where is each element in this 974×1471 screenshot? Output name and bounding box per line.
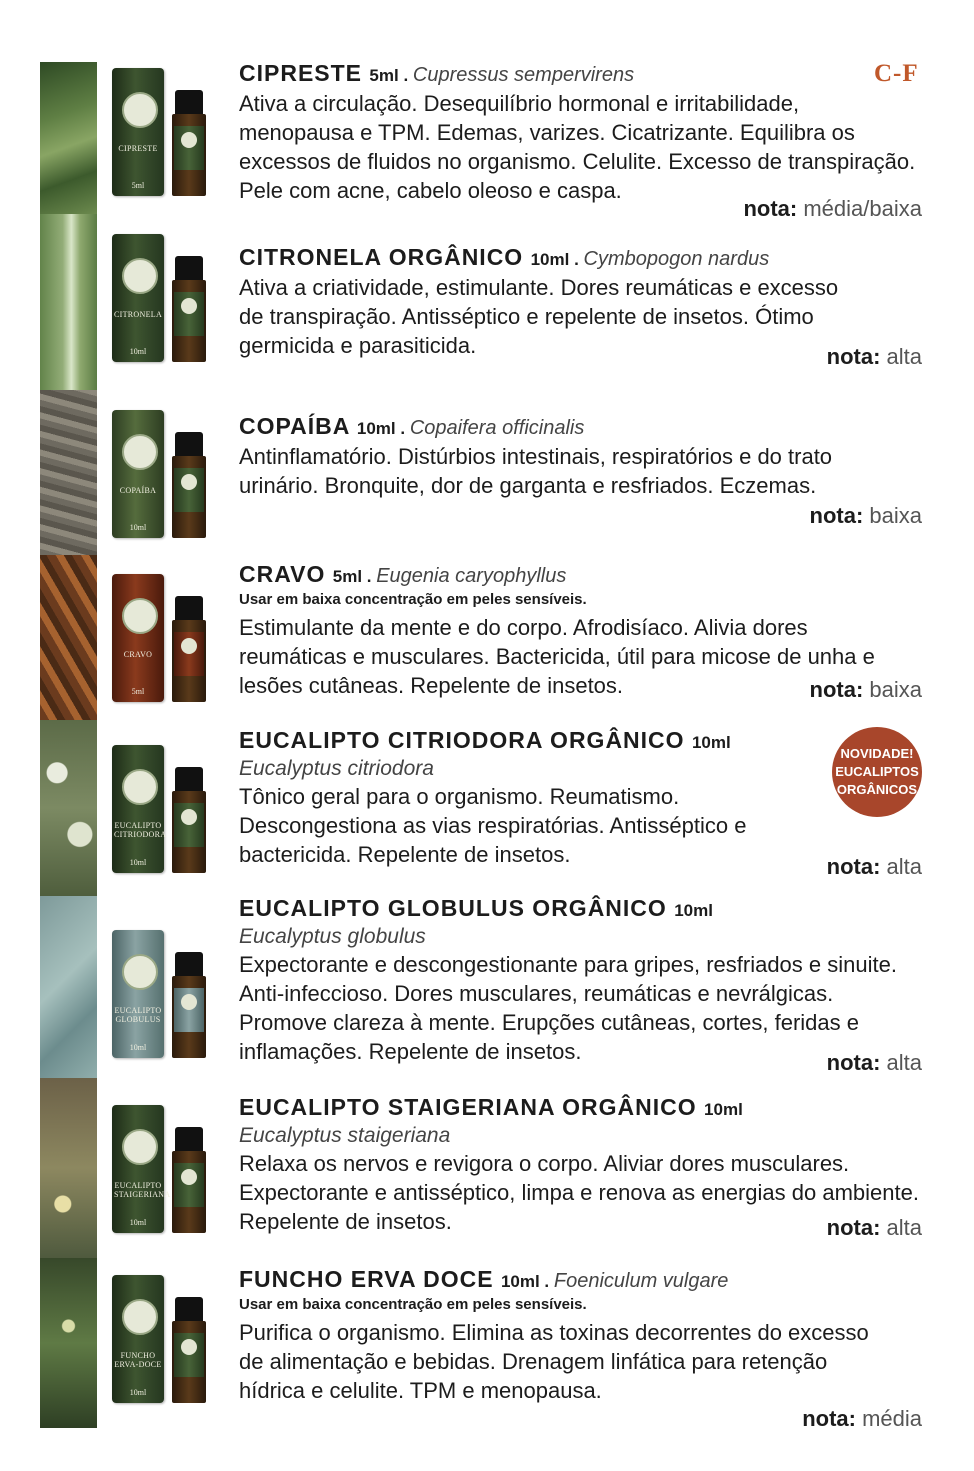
oil-entry-eucalipto-globulus xyxy=(239,895,939,1066)
brand-seal-icon xyxy=(122,92,158,128)
cravo-photo xyxy=(40,555,97,720)
oil-scientific-name: Eucalyptus staigeriana xyxy=(239,1124,451,1147)
oil-nota: nota: baixa xyxy=(809,677,922,702)
page-section-tag: C-F xyxy=(874,60,919,87)
oil-nota: nota: baixa xyxy=(809,503,922,528)
oil-nota: nota: alta xyxy=(826,1050,922,1075)
oil-nota: nota: média xyxy=(802,1406,922,1431)
oil-description: Purifica o organismo. Elimina as toxinas decorrentes do excesso de alimentação e bebidas. Drenagem linfática para retenção hídrica e celulite. TPM e menopausa. xyxy=(239,1320,869,1403)
oil-title: CITRONELA ORGÂNICO 10ml . Cymbopogon nardus xyxy=(239,244,770,270)
oil-description: Antinflamatório. Distúrbios intestinais, respiratórios e do trato urinário. Bronquite, dor de garganta e resfriados. Eczemas. xyxy=(239,444,833,498)
oil-title: EUCALIPTO STAIGERIANA ORGÂNICO 10ml xyxy=(239,1094,743,1120)
oil-entry-funcho xyxy=(239,1266,939,1405)
sensitivity-warning: Usar em baixa concentração em peles sensíveis. xyxy=(239,591,587,608)
brand-seal-icon xyxy=(122,598,158,634)
eucalipto-globulus-photo xyxy=(40,896,97,1078)
oil-entry-eucalipto-citriodora xyxy=(239,727,939,869)
oil-entry-citronela xyxy=(239,244,939,360)
eucalipto-citriodora-photo xyxy=(40,720,97,896)
oil-title: CIPRESTE 5ml . Cupressus sempervirens xyxy=(239,60,635,86)
oil-entry-copaiba xyxy=(239,413,939,500)
citronela-photo xyxy=(40,214,97,390)
novidade-badge: NOVIDADE! EUCALIPTOS ORGÂNICOS xyxy=(832,727,922,817)
brand-seal-icon xyxy=(122,434,158,470)
oil-entry-cipreste xyxy=(239,60,939,205)
product-image: FUNCHO ERVA-DOCE 10ml xyxy=(112,1275,212,1405)
eucalipto-staigeriana-photo xyxy=(40,1078,97,1258)
oil-title: COPAÍBA 10ml . Copaifera officinalis xyxy=(239,413,585,439)
product-image: EUCALIPTO CITRIODORA 10ml xyxy=(112,745,212,875)
product-image: CIPRESTE 5ml xyxy=(112,68,212,198)
sensitivity-warning: Usar em baixa concentração em peles sensíveis. xyxy=(239,1296,587,1313)
oil-description: Relaxa os nervos e revigora o corpo. Aliviar dores musculares. Expectorante e antisséptico, limpa e renova as energias do ambiente. Repelente de insetos. xyxy=(239,1151,919,1234)
cipreste-photo xyxy=(40,62,97,214)
oil-nota: nota: alta xyxy=(826,344,922,369)
copaiba-photo xyxy=(40,390,97,555)
oil-nota: nota: média/baixa xyxy=(743,196,922,221)
oil-nota: nota: alta xyxy=(826,1215,922,1240)
brand-seal-icon xyxy=(122,769,158,805)
brand-seal-icon xyxy=(122,1299,158,1335)
oil-description: Tônico geral para o organismo. Reumatismo. Descongestiona as vias respiratórias. Antisséptico e bactericida. Repelente de insetos. xyxy=(239,784,747,867)
brand-seal-icon xyxy=(122,258,158,294)
funcho-photo xyxy=(40,1258,97,1428)
oil-title: CRAVO 5ml . Eugenia caryophyllus xyxy=(239,561,567,587)
brand-seal-icon xyxy=(122,1129,158,1165)
oil-description: Ativa a circulação. Desequilíbrio hormonal e irritabilidade, menopausa e TPM. Edemas, varizes. Cicatrizante. Equilibra os excessos de fluidos no organismo. Celulite. Excesso de transpiração. Pele com acne, cabelo oleoso e caspa. xyxy=(239,91,916,203)
brand-seal-icon xyxy=(122,954,158,990)
oil-title: FUNCHO ERVA DOCE 10ml . Foeniculum vulgare xyxy=(239,1266,729,1292)
product-image: EUCALIPTO GLOBULUS 10ml xyxy=(112,930,212,1060)
oil-scientific-name: Eucalyptus globulus xyxy=(239,925,426,948)
product-image: EUCALIPTO STAIGERIANA 10ml xyxy=(112,1105,212,1235)
oil-description: Estimulante da mente e do corpo. Afrodisíaco. Alivia dores reumáticas e musculares. Bactericida, útil para micose de unha e lesões cutâneas. Repelente de insetos. xyxy=(239,615,875,698)
oil-title: EUCALIPTO CITRIODORA ORGÂNICO 10ml xyxy=(239,727,731,753)
product-image: CITRONELA 10ml xyxy=(112,234,212,364)
oil-description: Ativa a criatividade, estimulante. Dores reumáticas e excesso de transpiração. Antisséptico e repelente de insetos. Ótimo germicida e parasiticida. xyxy=(239,275,839,358)
oil-description: Expectorante e descongestionante para gripes, resfriados e sinuite. Anti-infeccioso. Dores musculares, reumáticas e nevrálgicas. Promove clareza à mente. Erupções cutâneas, cortes, feridas e inflamações. Repelente de insetos. xyxy=(239,952,897,1064)
product-image: CRAVO 5ml xyxy=(112,574,212,704)
oil-nota: nota: alta xyxy=(826,854,922,879)
product-image: COPAÍBA 10ml xyxy=(112,410,212,540)
oil-title: EUCALIPTO GLOBULUS ORGÂNICO 10ml xyxy=(239,895,713,921)
oil-scientific-name: Eucalyptus citriodora xyxy=(239,757,434,780)
